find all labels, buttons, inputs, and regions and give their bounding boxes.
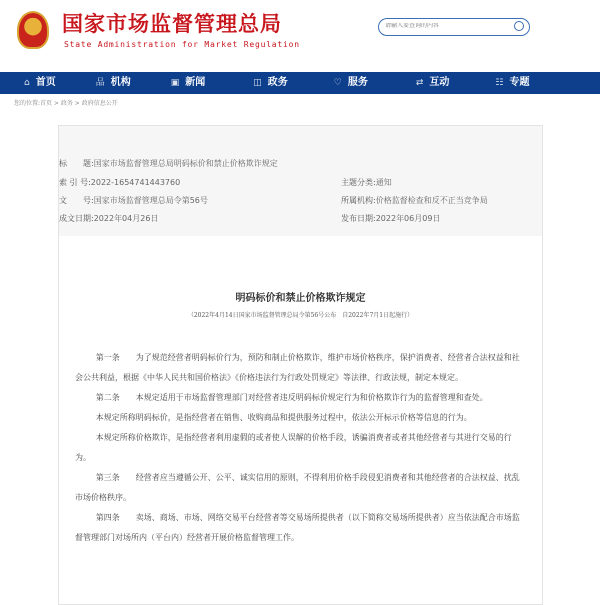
label: 文 号:: [59, 196, 94, 205]
search-input[interactable]: [385, 23, 505, 29]
meta-created: [59, 214, 158, 224]
breadcrumb[interactable]: 您的位置:首页 > 政务 > 政府信息公开: [14, 100, 118, 107]
nav-item[interactable]: [24, 72, 56, 94]
nav-label: 互动: [429, 77, 450, 88]
nav-item[interactable]: [416, 72, 450, 94]
nav-item[interactable]: [495, 72, 529, 94]
nav-item[interactable]: [253, 72, 288, 94]
article-panel: [58, 125, 543, 605]
label: 标 题:: [59, 159, 94, 168]
org-icon: 品: [95, 78, 105, 88]
search-box[interactable]: [378, 18, 530, 36]
value: 2022-1654741443760: [90, 178, 181, 187]
header: [0, 0, 600, 72]
site-subtitle: State Administration for Market Regulation: [64, 40, 300, 49]
meta-box: [59, 126, 542, 236]
meta-index: [59, 178, 180, 188]
paragraph: 第二条 本规定适用于市场监督管理部门对经营者违反明码标价规定行为和价格欺诈行为的监督管理和查处。: [95, 393, 488, 402]
label: 发布日期:: [341, 214, 376, 223]
value: 2022年04月26日: [93, 214, 159, 223]
nav-label: 首页: [35, 77, 56, 88]
value: 2022年06月09日: [375, 214, 441, 223]
nav-item[interactable]: [171, 72, 206, 94]
label: 成文日期:: [59, 214, 94, 223]
paragraph: 本规定所称明码标价，是指经营者在销售、收购商品和提供服务过程中，依法公开标示价格等信息的行为。: [95, 413, 472, 422]
nav-item[interactable]: [96, 72, 131, 94]
label: 所属机构:: [341, 196, 376, 205]
meta-title: [59, 159, 278, 169]
paragraph: 第三条 经营者应当遵循公开、公平、诚实信用的原则，不得利用价格手段侵犯消费者和其他经营者的合法权益、扰乱市场价格秩序。: [75, 473, 520, 502]
meta-category: [341, 178, 392, 188]
nav-label: 专题: [509, 77, 530, 88]
nav-item[interactable]: [334, 72, 368, 94]
nav-label: 机构: [110, 77, 131, 88]
search-icon[interactable]: [514, 21, 524, 31]
value: 国家市场监督管理总局令第56号: [93, 196, 208, 205]
heart-icon: ♡: [333, 78, 342, 88]
document-title: 明码标价和禁止价格欺诈规定: [235, 293, 366, 304]
home-icon: ⌂: [24, 78, 30, 88]
meta-published: [341, 214, 440, 224]
label: 主题分类:: [341, 178, 376, 187]
nav-label: 新闻: [185, 77, 206, 88]
value: 国家市场监督管理总局明码标价和禁止价格欺诈规定: [93, 159, 278, 168]
site-title[interactable]: 国家市场监督管理总局: [62, 12, 282, 36]
value: 通知: [375, 178, 392, 187]
label: 索 引 号:: [59, 178, 91, 187]
national-emblem-logo[interactable]: [17, 11, 49, 49]
meta-org: [341, 196, 488, 206]
document-subtitle: （2022年4月14日国家市场监督管理总局令第56号公布 自2022年7月1日起施行）: [187, 312, 414, 319]
value: 价格监督检查和反不正当竞争局: [375, 196, 488, 205]
topic-icon: ☷: [495, 78, 504, 88]
gov-icon: ◫: [253, 78, 262, 88]
exchange-icon: ⇄: [415, 78, 424, 88]
nav-label: 服务: [347, 77, 368, 88]
paragraph: 第一条 为了规范经营者明码标价行为，预防和制止价格欺诈，维护市场价格秩序，保护消费者、经营者合法权益和社会公共利益，根据《中华人民共和国价格法》《价格违法行为行政处罚规定》等法律、行政法规，制定本规定。: [75, 353, 520, 382]
nav-label: 政务: [267, 77, 288, 88]
document-body: [75, 348, 525, 548]
news-icon: ▣: [170, 78, 180, 88]
paragraph: 本规定所称价格欺诈，是指经营者利用虚假的或者使人误解的价格手段，诱骗消费者或者其他经营者与其进行交易的行为。: [75, 433, 512, 462]
paragraph: 第四条 卖场、商场、市场、网络交易平台经营者等交易场所提供者（以下简称交易场所提供者）应当依法配合市场监督管理部门对场所内（平台内）经营者开展价格监督管理工作。: [75, 513, 520, 542]
main-nav: [0, 72, 600, 94]
meta-docno: [59, 196, 208, 206]
